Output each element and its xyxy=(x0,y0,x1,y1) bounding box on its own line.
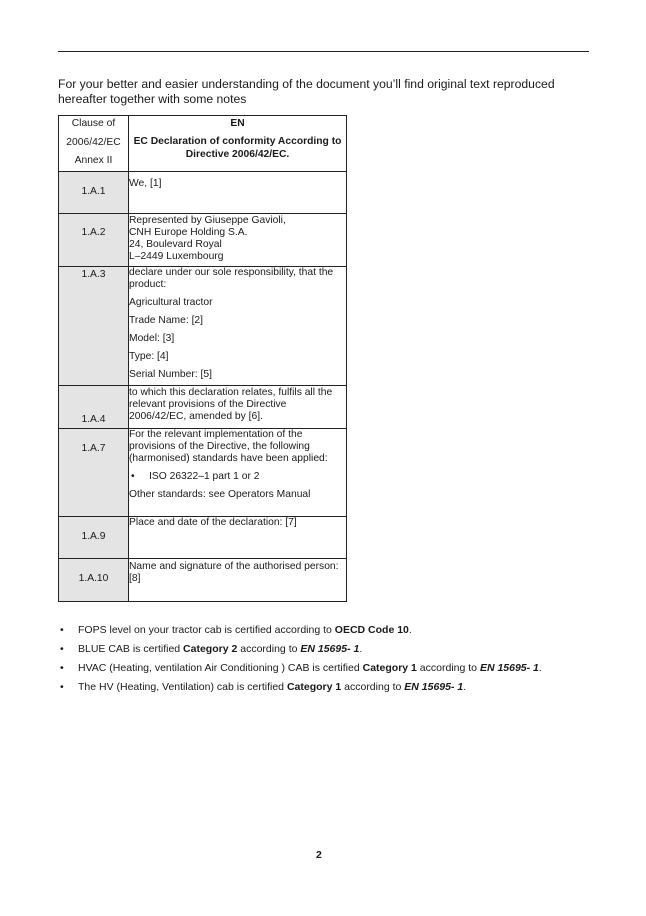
note-text: according to xyxy=(416,662,480,674)
address-line: CNH Europe Holding S.A. xyxy=(129,227,248,238)
clause-number: 1.A.7 xyxy=(81,443,106,454)
row-text: Type: [4] xyxy=(129,351,169,362)
language-label: EN xyxy=(230,118,245,129)
bullet-icon: • xyxy=(60,681,64,693)
declaration-table xyxy=(58,115,347,602)
row-text: For the relevant implementation of the provisions of the Directive, the following (harmonised) standards have been applied: xyxy=(129,429,328,464)
clause-header xyxy=(59,116,129,172)
text-cell xyxy=(129,559,347,602)
text-cell xyxy=(129,386,347,429)
row-text: We, [1] xyxy=(129,178,162,189)
row-text: to which this declaration relates, fulfils all the relevant provisions of the Directive 2006/42/EC, amended by [6]. xyxy=(129,387,333,422)
note-text: . xyxy=(463,681,467,693)
table-row xyxy=(59,559,347,602)
bullet-icon: • xyxy=(60,624,64,636)
language-header xyxy=(129,116,347,172)
clause-cell xyxy=(59,172,129,214)
table-row xyxy=(59,429,347,517)
text-cell xyxy=(129,429,347,517)
table-row xyxy=(59,517,347,559)
row-text: Other standards: see Operators Manual xyxy=(129,489,311,500)
standard-bullet: • ISO 26322–1 part 1 or 2 xyxy=(129,471,346,483)
standard-reference: EN 15695- 1 xyxy=(300,643,360,655)
page-number: 2 xyxy=(316,849,322,861)
list-item xyxy=(58,624,618,643)
note-text: according to xyxy=(237,643,301,655)
clause-cell xyxy=(59,559,129,602)
row-text: declare under our sole responsibility, that the product: xyxy=(129,267,334,290)
clause-number: 1.A.2 xyxy=(81,227,106,238)
address-line: 24, Boulevard Royal xyxy=(129,239,222,250)
table-row xyxy=(59,267,347,386)
bullet-icon: • xyxy=(60,662,64,674)
note-text: . xyxy=(538,662,542,674)
clause-cell xyxy=(59,429,129,517)
address-line: Represented by Giuseppe Gavioli, xyxy=(129,215,286,226)
address-line: L–2449 Luxembourg xyxy=(129,251,224,262)
header-rule xyxy=(58,51,589,52)
clause-header-line: Clause of xyxy=(71,118,116,129)
clause-number: 1.A.10 xyxy=(78,573,109,584)
clause-cell xyxy=(59,214,129,267)
intro-text: For your better and easier understanding of the document you’ll find original text reproduced hereafter together with some notes xyxy=(58,77,555,106)
row-text: Name and signature of the authorised person: [8] xyxy=(129,561,339,584)
table-row xyxy=(59,172,347,214)
clause-header-line: Annex II xyxy=(74,155,113,166)
clause-cell xyxy=(59,386,129,429)
note-bold: Category 1 xyxy=(362,662,417,674)
note-text: The HV (Heating, Ventilation) cab is certified xyxy=(78,681,287,693)
text-cell xyxy=(129,172,347,214)
clause-number: 1.A.4 xyxy=(81,414,106,425)
list-item xyxy=(58,643,618,662)
row-text: Serial Number: [5] xyxy=(129,369,212,380)
declaration-title: EC Declaration of conformity According to Directive 2006/42/EC. xyxy=(133,136,342,160)
table-row xyxy=(59,214,347,267)
row-text: Place and date of the declaration: [7] xyxy=(129,517,297,528)
text-cell xyxy=(129,214,347,267)
note-bold: OECD Code 10 xyxy=(334,624,409,636)
clause-number: 1.A.9 xyxy=(81,531,106,542)
list-item xyxy=(58,662,618,681)
note-bold: Category 1 xyxy=(286,681,342,693)
text-cell xyxy=(129,517,347,559)
row-text: Trade Name: [2] xyxy=(129,315,204,326)
note-text: . xyxy=(359,643,363,655)
table-row xyxy=(59,386,347,429)
clause-number: 1.A.3 xyxy=(81,269,106,280)
note-bold: Category 2 xyxy=(183,643,238,655)
clause-cell xyxy=(59,267,129,386)
clause-header-line: 2006/42/EC xyxy=(66,137,121,148)
note-text: . xyxy=(408,624,412,636)
clause-number: 1.A.1 xyxy=(81,186,106,197)
note-text: BLUE CAB is certified xyxy=(78,643,184,655)
bullet-icon: • xyxy=(60,643,64,655)
row-text: Agricultural tractor xyxy=(129,297,213,308)
row-text: Model: [3] xyxy=(129,333,175,344)
standard-reference: EN 15695- 1 xyxy=(404,681,464,693)
note-text: FOPS level on your tractor cab is certified according to xyxy=(78,624,335,636)
table-header-row xyxy=(59,116,347,172)
note-text: according to xyxy=(341,681,405,693)
notes-list xyxy=(58,624,618,700)
text-cell xyxy=(129,267,347,386)
standard-reference: EN 15695- 1 xyxy=(479,662,539,674)
list-item xyxy=(58,681,618,700)
note-text: HVAC (Heating, ventilation Air Conditioning ) CAB is certified xyxy=(78,662,363,674)
clause-cell xyxy=(59,517,129,559)
